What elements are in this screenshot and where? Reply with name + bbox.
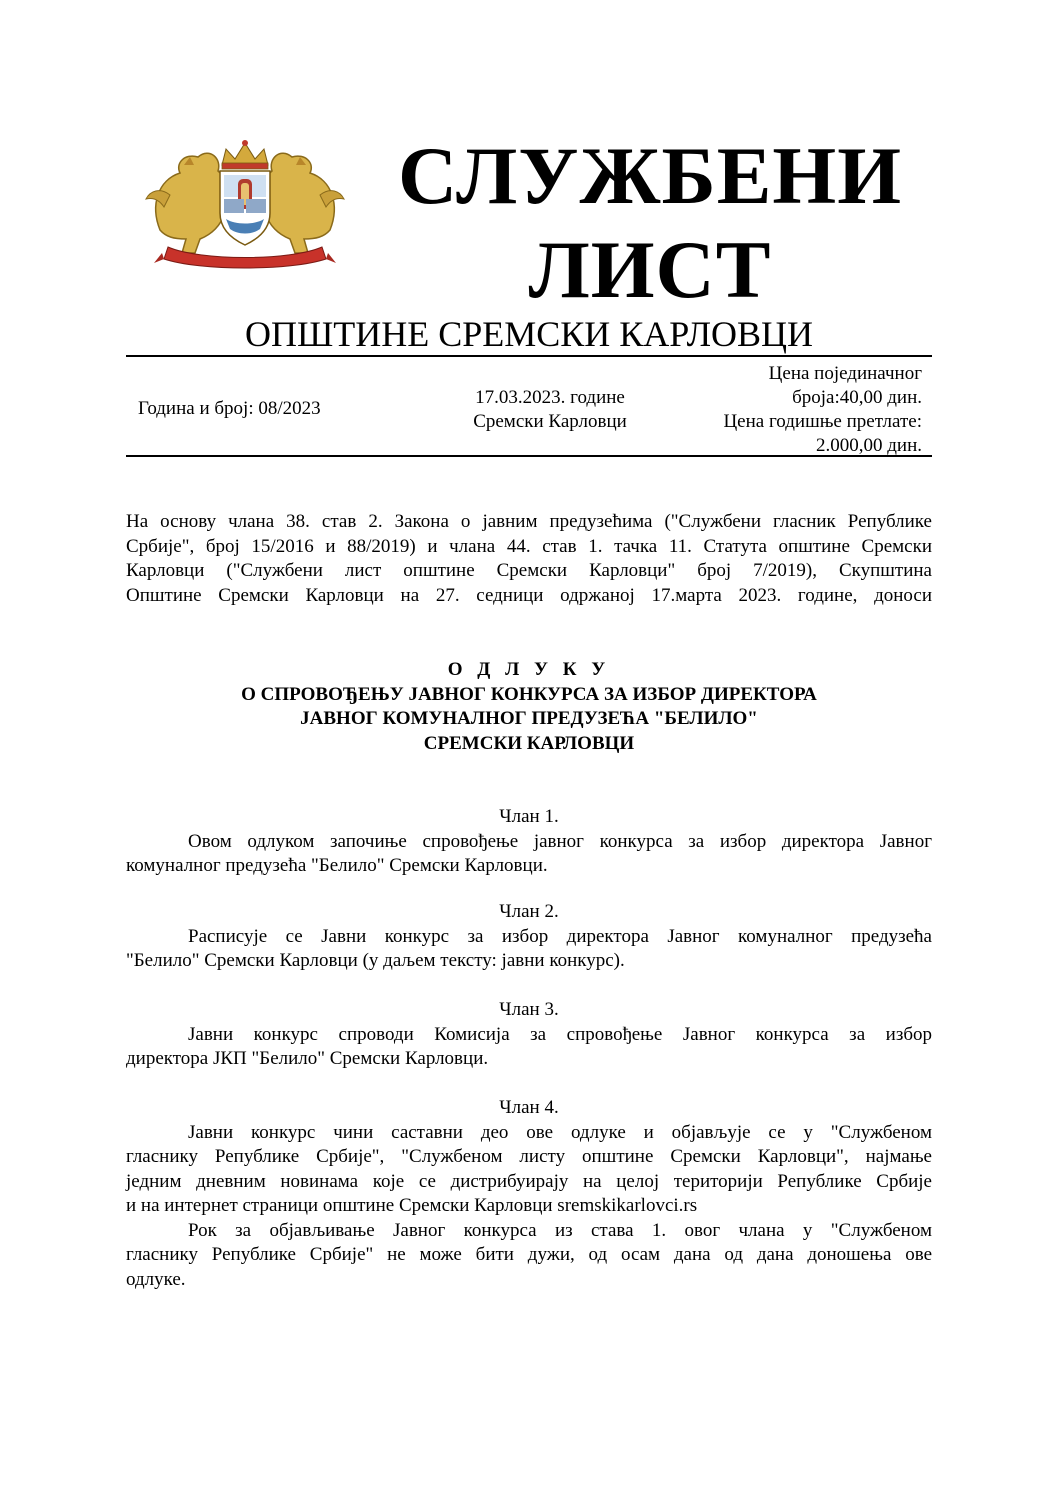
preamble-paragraph: [126, 510, 932, 608]
article-line: Рок за објављивање Јавног конкурса из става 1. овог члана у "Службеном: [188, 1219, 932, 1241]
issue-date: 17.03.2023. године: [475, 387, 625, 408]
article-line: директора ЈКП "Белило" Сремски Карловци.: [126, 1048, 489, 1069]
gazette-title-line1: СЛУЖБЕНИ: [397, 130, 902, 221]
coat-of-arms-icon: [140, 135, 350, 270]
price-info: [660, 362, 922, 458]
article-heading: Члан 1.: [499, 806, 559, 827]
decision-title-line1: О СПРОВОЂЕЊУ ЈАВНОГ КОНКУРСА ЗА ИЗБОР ДИРЕКТОРА: [241, 683, 817, 705]
article-line: одлуке.: [126, 1268, 186, 1290]
article-1: [126, 805, 932, 879]
article-line: и на интернет страници општине Сремски Карловци sremskikarlovci.rs: [126, 1195, 698, 1216]
decision-word: О Д Л У К У: [447, 659, 611, 680]
gazette-subtitle: ОПШТИНЕ СРЕМСКИ КАРЛОВЦИ: [244, 314, 814, 354]
issue-date-place: [440, 386, 660, 434]
price-annual-label: Цена годишње претлате:: [723, 411, 922, 432]
article-line: "Белило" Сремски Карловци (у даљем тексту: јавни конкурс).: [126, 950, 625, 971]
masthead-divider-bottom: [126, 455, 932, 457]
decision-title-line2: ЈАВНОГ КОМУНАЛНОГ ПРЕДУЗЕЋА "БЕЛИЛО": [300, 708, 758, 729]
decision-title-line3: СРЕМСКИ КАРЛОВЦИ: [423, 732, 635, 754]
article-line: комуналног предузећа "Белило" Сремски Карловци.: [126, 855, 548, 876]
article-line: Расписује се Јавни конкурс за избор директора Јавног комуналног предузећа: [188, 925, 932, 947]
article-2: [126, 900, 932, 974]
article-line: Овом одлуком започиње спровођење јавног конкурса за избор директора Јавног: [188, 830, 932, 852]
price-single-value: броја:40,00 дин.: [792, 387, 922, 408]
preamble-line: Србије", број 15/2016 и 88/2019) и члана 44. став 1. тачка 11. Статута општине Сремски: [126, 535, 932, 557]
article-heading: Члан 3.: [499, 999, 559, 1020]
gazette-title-line2: ЛИСТ: [528, 224, 772, 315]
article-line: гласнику Републике Србије" не може бити дужи, од осам дана од дана доношења ове: [126, 1244, 932, 1265]
article-line: гласнику Републике Србије", "Службеном листу општине Сремски Карловци", најмање: [126, 1146, 932, 1167]
preamble-line: На основу члана 38. став 2. Закона о јавним предузећима ("Службени гласник Републике: [126, 511, 932, 532]
article-3: [126, 998, 932, 1072]
article-line: Јавни конкурс чини саставни део ове одлуке и објављује се у "Службеном: [188, 1121, 932, 1143]
preamble-line: Карловци ("Службени лист општине Сремски Карловци" број 7/2019), Скупштина: [126, 560, 932, 581]
preamble-line: Општине Сремски Карловци на 27. седници одржаној 17.марта 2023. године, доноси: [126, 584, 932, 606]
price-annual-value: 2.000,00 дин.: [815, 435, 922, 456]
masthead-divider-top: [126, 355, 932, 357]
article-line: једним дневним новинама које се дистрибуирају на целој територији Републике Србије: [126, 1170, 932, 1192]
decision-heading: [126, 658, 932, 756]
article-heading: Члан 4.: [499, 1097, 559, 1118]
article-heading: Члан 2.: [499, 901, 559, 922]
issue-number: Година и број: 08/2023: [138, 398, 321, 419]
article-4: [126, 1096, 932, 1292]
article-line: Јавни конкурс спроводи Комисија за спровођење Јавног конкурса за избор: [188, 1023, 932, 1045]
issue-place: Сремски Карловци: [473, 411, 627, 432]
price-single-label: Цена појединачног: [768, 363, 922, 384]
